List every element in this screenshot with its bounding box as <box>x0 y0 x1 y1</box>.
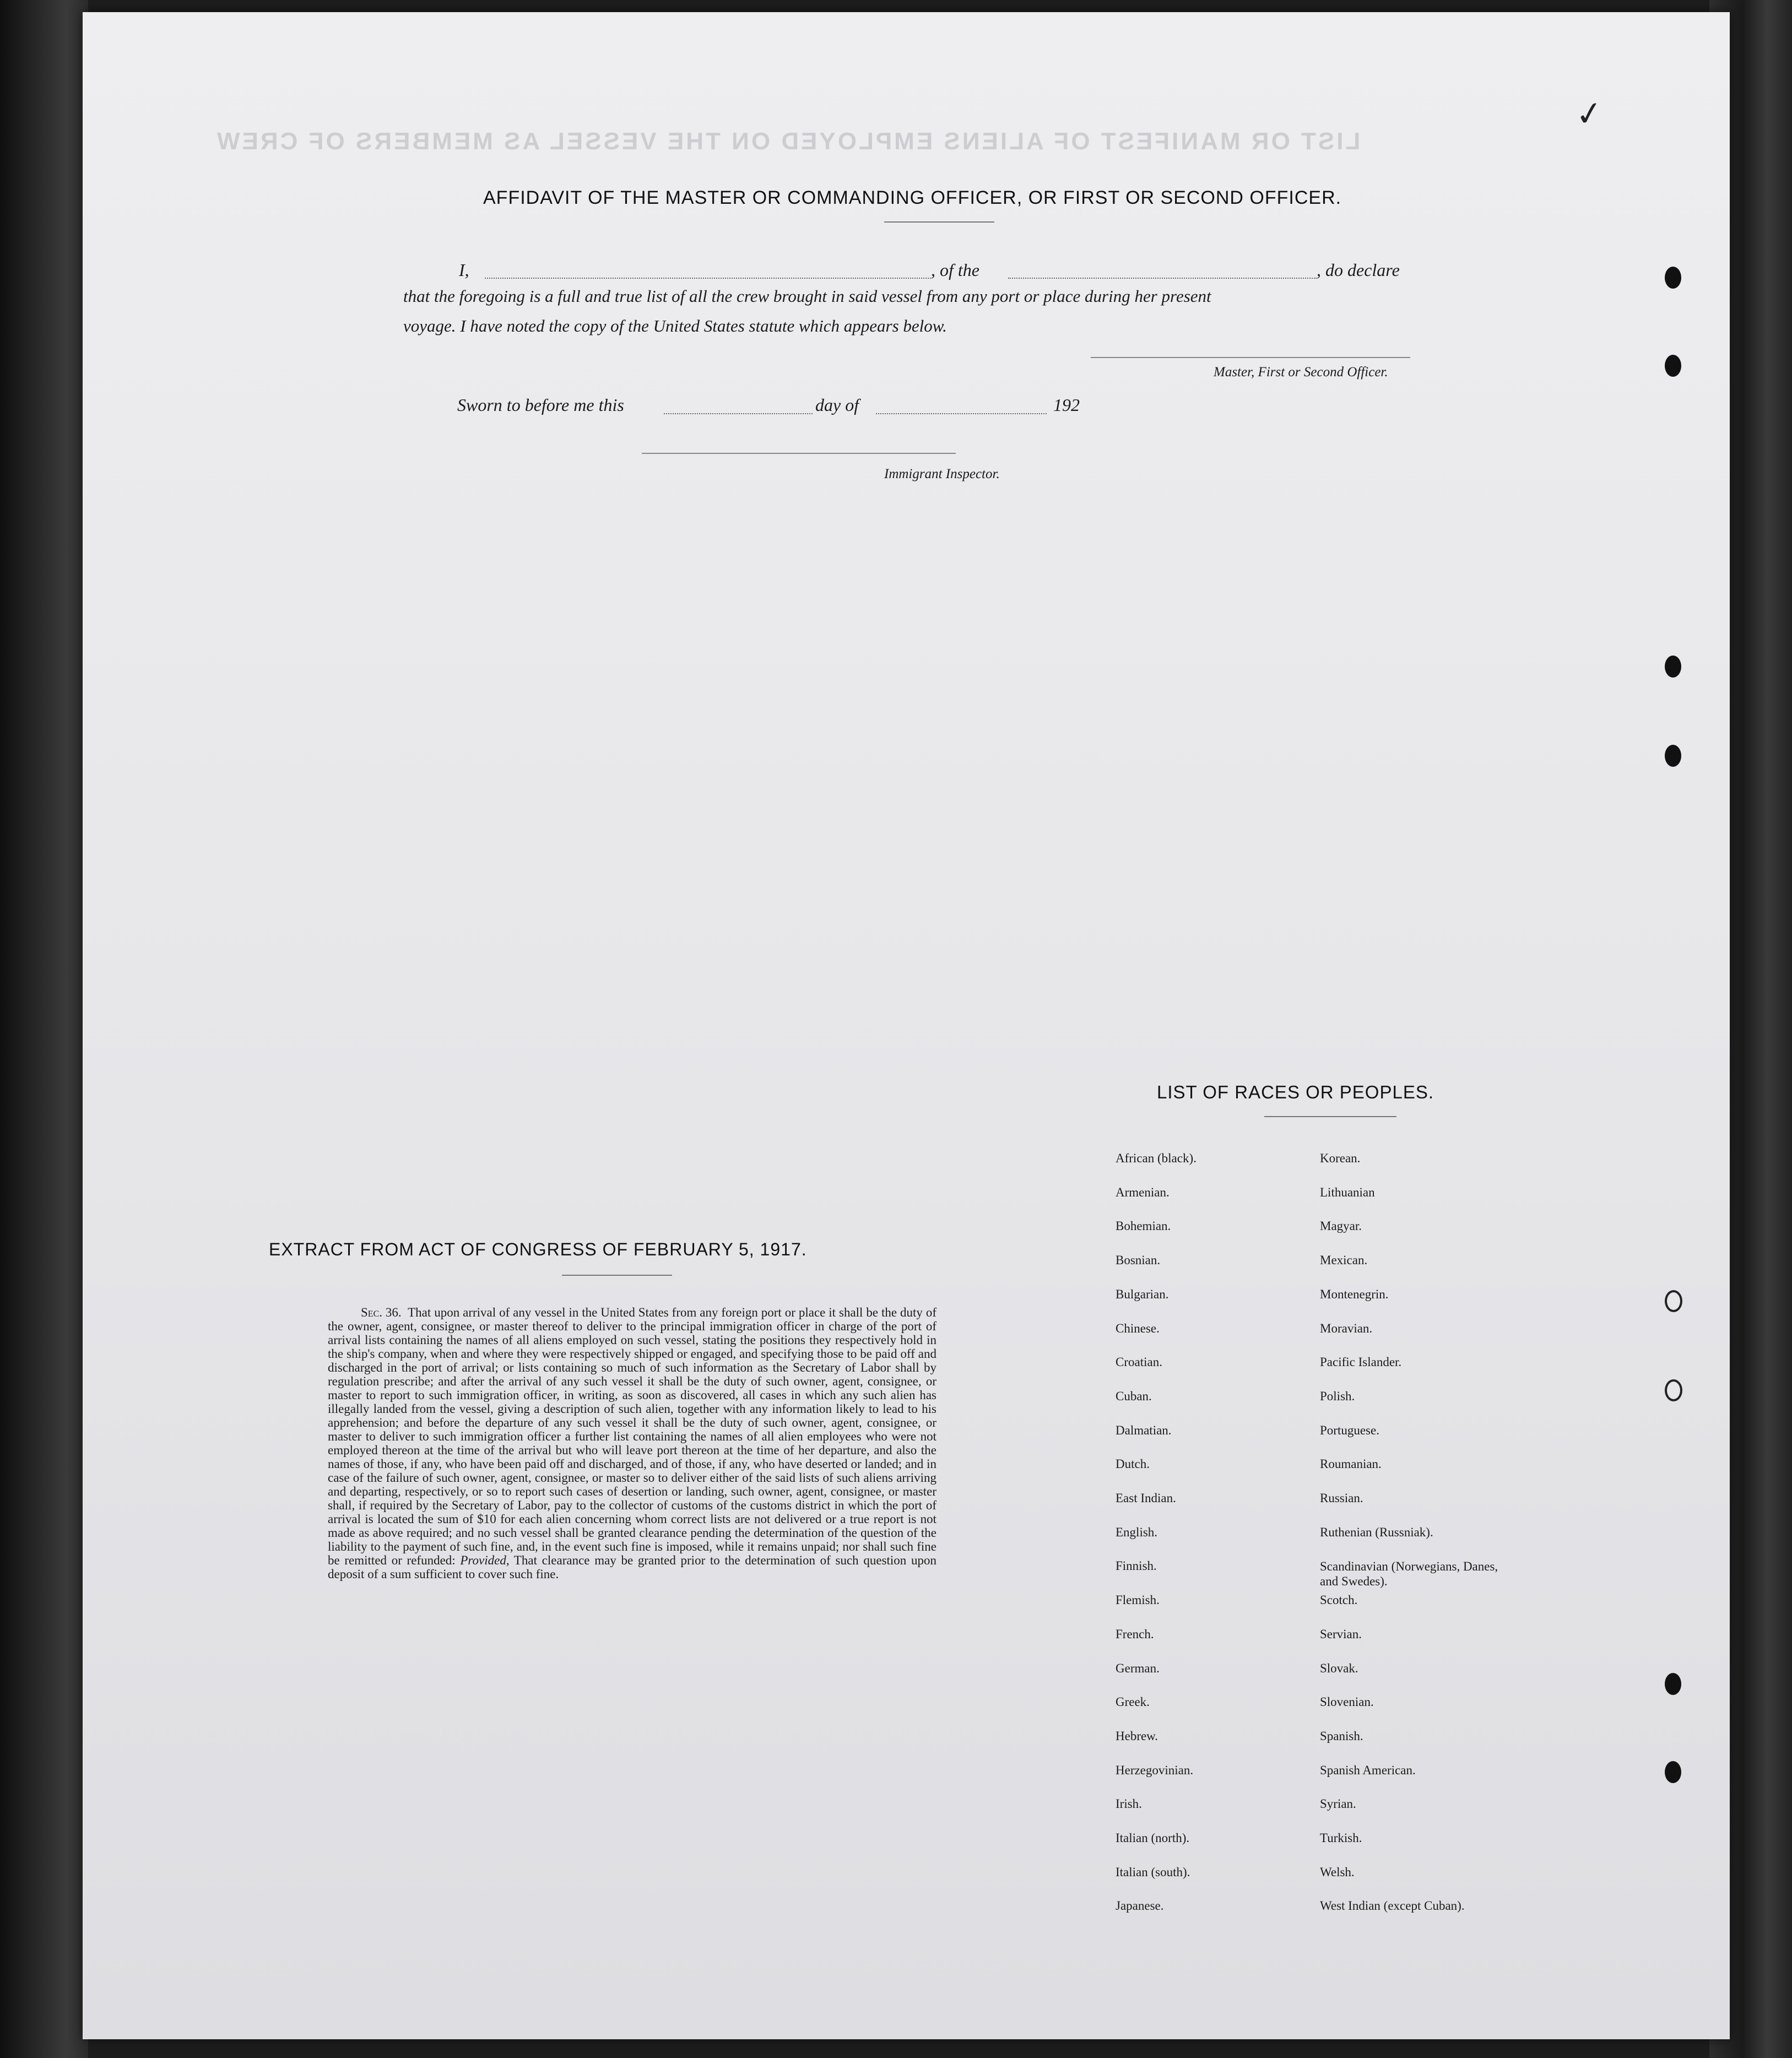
affidavit-i-label: I, <box>459 260 469 280</box>
inspector-caption: Immigrant Inspector. <box>884 467 1000 481</box>
race-right-item: Roumanian. <box>1320 1457 1382 1471</box>
race-right-item: Lithuanian <box>1320 1185 1375 1199</box>
race-left-item: Italian (south). <box>1116 1865 1190 1879</box>
affidavit-name-line <box>485 278 931 279</box>
race-right-item: Pacific Islander. <box>1320 1355 1402 1369</box>
affidavit-title: AFFIDAVIT OF THE MASTER OR COMMANDING OFFICER, OR FIRST OR SECOND OFFICER. <box>483 187 1342 208</box>
race-left-item: Bosnian. <box>1116 1253 1161 1267</box>
affidavit-declare-label: , do declare <box>1317 260 1400 280</box>
race-left-item: English. <box>1116 1525 1158 1539</box>
race-left-item: Irish. <box>1116 1797 1142 1811</box>
race-right-item: Mexican. <box>1320 1253 1368 1267</box>
race-right-item: Spanish American. <box>1320 1763 1416 1777</box>
race-right-item: Magyar. <box>1320 1219 1362 1233</box>
race-left-item: Chinese. <box>1116 1322 1160 1335</box>
race-right-item: Syrian. <box>1320 1797 1356 1811</box>
left-background-edge <box>0 0 88 2058</box>
bleed-through-header: LIST OR MANIFEST OF ALIENS EMPLOYED ON THE VESSEL AS MEMBERS OF CREW <box>215 128 1361 155</box>
race-left-item: Bulgarian. <box>1116 1287 1169 1301</box>
binder-hole <box>1665 745 1681 767</box>
provided-label: Provided, <box>460 1553 510 1567</box>
race-left-item: Flemish. <box>1116 1593 1160 1607</box>
extract-title-rule <box>562 1275 672 1276</box>
race-left-item: German. <box>1116 1661 1160 1675</box>
race-right-item: Polish. <box>1320 1389 1355 1403</box>
race-left-item: Cuban. <box>1116 1389 1152 1403</box>
race-right-item: Slovak. <box>1320 1661 1358 1675</box>
race-right-item: Welsh. <box>1320 1865 1355 1879</box>
race-right-item: Slovenian. <box>1320 1695 1374 1709</box>
binder-hole <box>1665 355 1681 377</box>
races-title-rule <box>1264 1116 1396 1117</box>
race-left-item: Herzegovinian. <box>1116 1763 1194 1777</box>
race-left-item: Italian (north). <box>1116 1831 1190 1845</box>
binder-hole-open <box>1665 1379 1682 1401</box>
race-left-item: Dutch. <box>1116 1457 1150 1471</box>
affidavit-vessel-line <box>1008 278 1317 279</box>
binder-hole-open <box>1665 1290 1682 1312</box>
race-left-item: Finnish. <box>1116 1559 1157 1573</box>
manifest-page <box>83 12 1730 2039</box>
race-right-item: Russian. <box>1320 1491 1363 1505</box>
race-left-item: African (black). <box>1116 1151 1197 1165</box>
race-left-item: Hebrew. <box>1116 1729 1158 1743</box>
inspector-signature-line <box>642 453 956 454</box>
master-signature-caption: Master, First or Second Officer. <box>1214 365 1388 380</box>
affidavit-of-the-label: , of the <box>931 260 979 280</box>
race-right-item: Ruthenian (Russniak). <box>1320 1525 1433 1539</box>
affidavit-title-rule <box>884 221 994 223</box>
sworn-month-line <box>876 413 1047 414</box>
extract-body <box>328 1306 936 1581</box>
race-left-item: French. <box>1116 1627 1154 1641</box>
sworn-day-line <box>664 413 813 414</box>
races-title: LIST OF RACES OR PEOPLES. <box>1157 1082 1434 1102</box>
sworn-prefix: Sworn to before me this <box>457 395 624 415</box>
handwritten-check-mark: ✓ <box>1573 93 1606 134</box>
sworn-year-label: 192 <box>1053 395 1080 415</box>
race-right-item: Scotch. <box>1320 1593 1358 1607</box>
race-right-item: Scandinavian (Norwegians, Danes, and Swedes). <box>1320 1559 1498 1588</box>
binder-hole <box>1665 1761 1681 1783</box>
race-right-item: Moravian. <box>1320 1322 1373 1335</box>
race-left-item: Bohemian. <box>1116 1219 1171 1233</box>
race-right-item: West Indian (except Cuban). <box>1320 1899 1465 1913</box>
binder-hole <box>1665 267 1681 289</box>
race-right-item: Turkish. <box>1320 1831 1362 1845</box>
affidavit-line-2: that the foregoing is a full and true list of all the crew brought in said vessel from any port or place during her present <box>403 286 1211 306</box>
race-left-item: Dalmatian. <box>1116 1423 1172 1437</box>
race-right-item: Servian. <box>1320 1627 1362 1641</box>
race-right-item: Montenegrin. <box>1320 1287 1389 1301</box>
race-left-item: East Indian. <box>1116 1491 1176 1505</box>
binder-hole <box>1665 656 1681 678</box>
sworn-day-label: day of <box>815 395 859 415</box>
race-left-item: Greek. <box>1116 1695 1150 1709</box>
binder-hole <box>1665 1673 1681 1695</box>
race-right-item: Portuguese. <box>1320 1423 1379 1437</box>
race-right-item: Spanish. <box>1320 1729 1363 1743</box>
section-label: Sec. 36. <box>361 1306 402 1319</box>
race-left-item: Croatian. <box>1116 1355 1162 1369</box>
race-left-item: Japanese. <box>1116 1899 1164 1913</box>
provided-text: That clearance may be granted prior to the determination of such question upon deposit of a sum sufficient to cover such fine. <box>328 1553 936 1581</box>
race-right-item: Korean. <box>1320 1151 1361 1165</box>
extract-title: EXTRACT FROM ACT OF CONGRESS OF FEBRUARY 5, 1917. <box>269 1239 807 1259</box>
race-left-item: Armenian. <box>1116 1185 1170 1199</box>
extract-text: That upon arrival of any vessel in the United States from any foreign port or place it shall be the duty of the owner, agent, consignee, or master thereof to deliver to the principal immigration officer in charge of the port of arrival lists containing the names of all aliens employed on such vessel, stating the positions they respectively hold in the ship's company, when and where they were respectively shipped or engaged, and specifying those to be paid off and discharged in the port of arrival; or lists containing so much of such information as the Secretary of Labor shall by regulation prescribe; and after the arrival of any such vessel it shall be the duty of such owner, agent, consignee, or master to report to such immigration officer, in writing, as soon as discovered, all cases in which any such alien has illegally landed from the vessel, giving a description of such alien, together with any information likely to lead to his apprehension; and before the departure of any such vessel it shall be the duty of such owner, agent, consignee, or master to deliver to such immigration officer a further list containing the names of all alien employees who were not employed thereon at the time of the arrival but who will leave port thereon at the time of her departure, and also the names of those, if any, who have been paid off and discharged, and of those, if any, who have deserted or landed; and in case of the failure of such owner, agent, consignee, or master so to deliver either of the said lists of such aliens arriving and departing, respectively, or so to report such cases of desertion or landing, such owner, agent, consignee, or master shall, if required by the Secretary of Labor, pay to the collector of customs of the customs district in which the port of arrival is located the sum of $10 for each alien concerning whom correct lists are not delivered or a true report is not made as above required; and no such vessel shall be granted clearance pending the determination of the question of the liability to the payment of such fine, and, in the event such fine is imposed, while it remains unpaid; nor shall such fine be remitted or refunded: <box>328 1306 936 1567</box>
master-signature-line <box>1091 357 1410 358</box>
affidavit-line-3: voyage. I have noted the copy of the United States statute which appears below. <box>403 316 947 335</box>
